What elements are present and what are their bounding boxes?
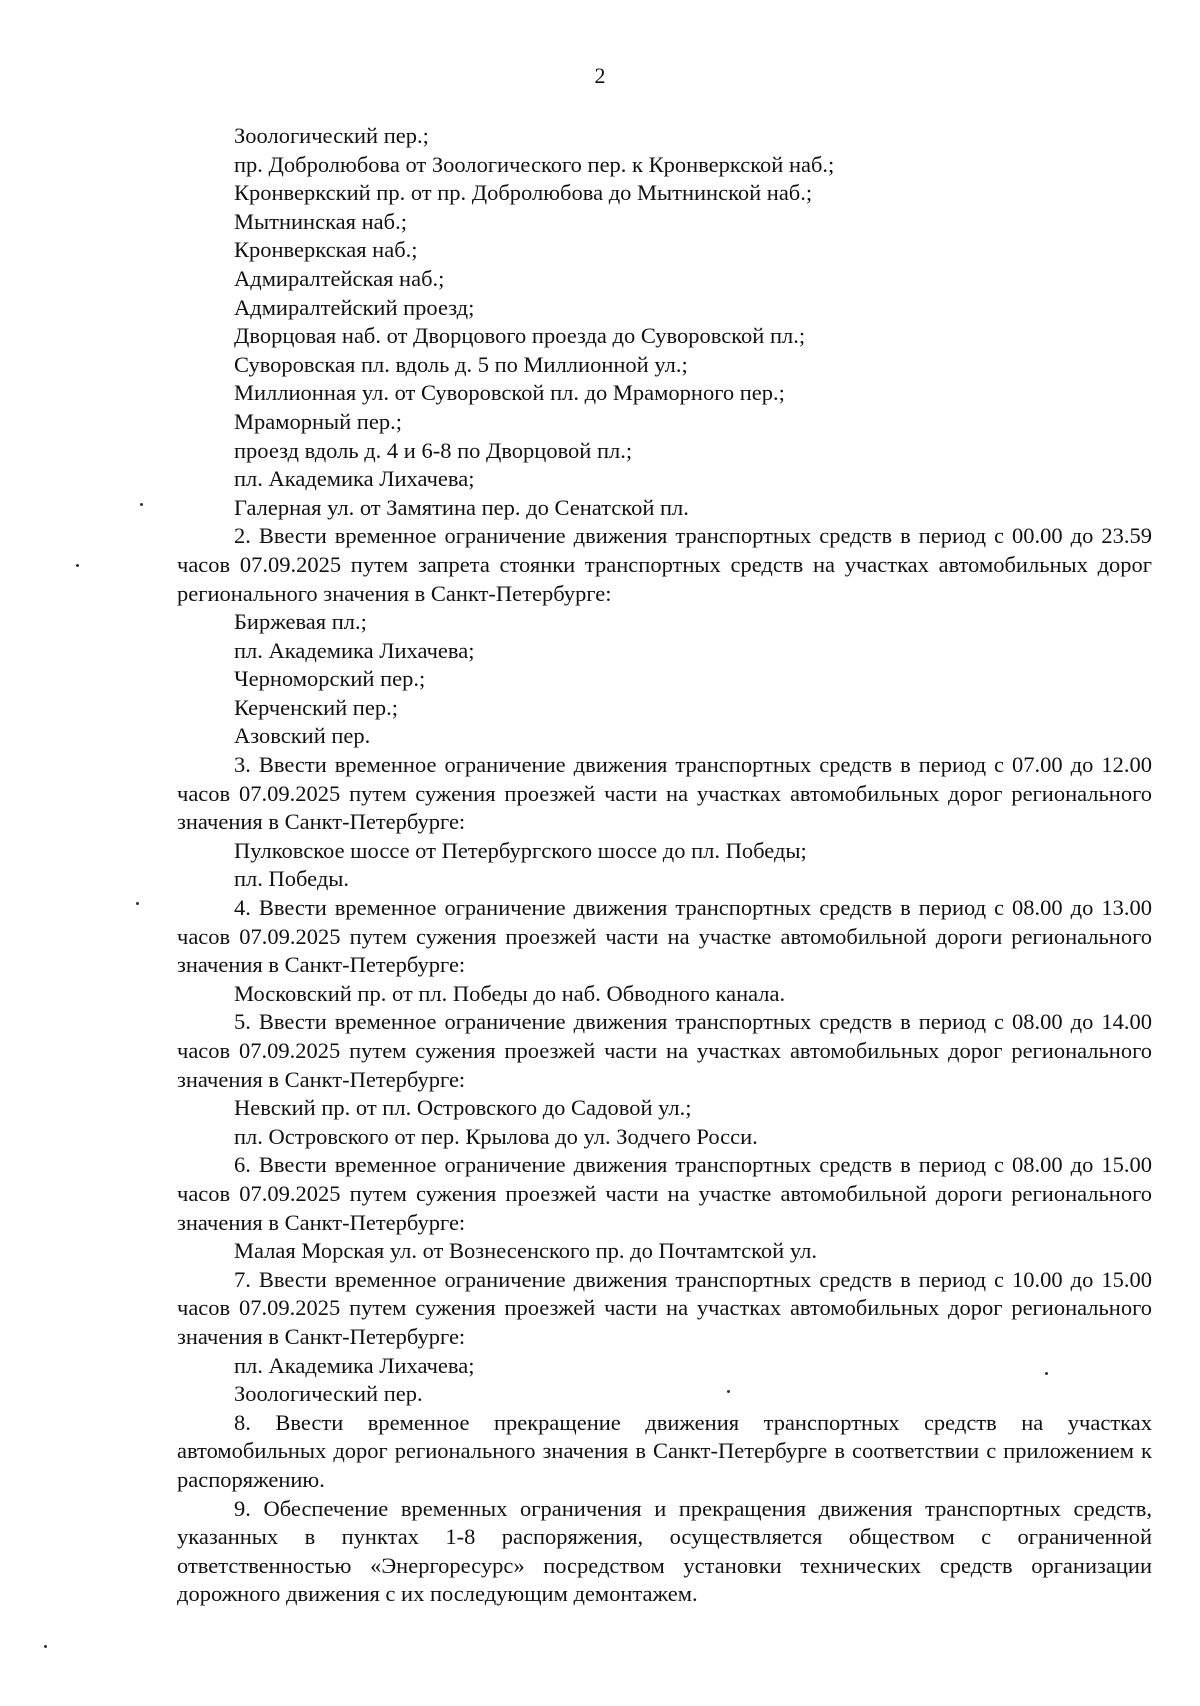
list-item: Мытнинская наб.; [234,208,407,234]
list-item: пл. Островского от пер. Крылова до ул. Зодчего Росси. [234,1123,758,1149]
list-item: пр. Добролюбова от Зоологического пер. к Кронверкской наб.; [234,151,835,177]
list-item: Кронверкский пр. от пр. Добролюбова до Мытнинской наб.; [234,180,813,206]
list-item: Биржевая пл.; [234,609,367,635]
street-list-7 [177,1352,1152,1409]
list-item: Суворовская пл. вдоль д. 5 по Миллионной ул.; [234,351,688,377]
paragraph-2: 2. Ввести временное ограничение движения транспортных средств в период с 00.00 до 23.59 часов 07.09.2025 путем запрета стоянки транспортных средств на участках автомобильных дорог регионального значения в Санкт-Петербурге: [177,523,1152,606]
list-item: Черноморский пер.; [234,666,426,692]
street-list-1 [177,122,1152,522]
scan-speck [76,564,79,567]
list-item: Дворцовая наб. от Дворцового проезда до Суворовской пл.; [234,323,806,349]
list-item: Невский пр. от пл. Островского до Садовой ул.; [234,1095,692,1121]
paragraph-7: 7. Ввести временное ограничение движения транспортных средств в период с 10.00 до 15.00 часов 07.09.2025 путем сужения проезжей части на участках автомобильных дорог регионального значения в Санкт-Петербурге: [177,1266,1152,1349]
scan-speck [44,1645,47,1648]
list-item: Зоологический пер.; [234,123,429,148]
street-list-5 [177,1094,1152,1151]
list-item: Мраморный пер.; [234,408,402,434]
paragraph-5: 5. Ввести временное ограничение движения транспортных средств в период с 08.00 до 14.00 часов 07.09.2025 путем сужения проезжей части на участках автомобильных дорог регионального значения в Санкт-Петербурге: [177,1009,1152,1092]
list-item: Адмиралтейская наб.; [234,265,445,291]
street-list-6 [177,1237,1152,1266]
street-list-3 [177,837,1152,894]
list-item: пл. Академика Лихачева; [234,637,475,663]
scan-speck [140,503,143,506]
list-item: пл. Академика Лихачева; [234,1352,475,1378]
list-item: Галерная ул. от Замятина пер. до Сенатской пл. [234,494,689,520]
list-item: Пулковское шоссе от Петербургского шоссе до пл. Победы; [234,837,807,863]
list-item: пл. Победы. [234,866,350,892]
list-item: Кронверкская наб.; [234,237,418,263]
paragraph-9: 9. Обеспечение временных ограничения и прекращения движения транспортных средств, указанных в пунктах 1-8 распоряжения, осуществляется обществом с ограниченной ответственностью «Энергоресурс» посредством установки технических средств организации дорожного движения с их последующим демонтажем. [177,1495,1152,1607]
list-item: Московский пр. от пл. Победы до наб. Обводного канала. [234,980,786,1006]
document-body [177,122,1152,1609]
list-item: Адмиралтейский проезд; [234,294,475,320]
list-item: Зоологический пер. [234,1381,423,1407]
list-item: пл. Академика Лихачева; [234,466,475,492]
paragraph-6: 6. Ввести временное ограничение движения транспортных средств в период с 08.00 до 15.00 часов 07.09.2025 путем сужения проезжей части на участке автомобильной дороги регионального значения в Санкт-Петербурге: [177,1152,1152,1235]
scan-speck [727,1390,730,1393]
street-list-4 [177,980,1152,1009]
list-item: Азовский пер. [234,723,371,749]
page-number: 2 [594,63,606,88]
paragraph-8: 8. Ввести временное прекращение движения транспортных средств на участках автомобильных дорог регионального значения в Санкт-Петербурге в соответствии с приложением к распоряжению. [177,1409,1152,1492]
list-item: Малая Морская ул. от Вознесенского пр. до Почтамтской ул. [234,1238,817,1264]
list-item: проезд вдоль д. 4 и 6-8 по Дворцовой пл.; [234,437,633,463]
list-item: Миллионная ул. от Суворовской пл. до Мраморного пер.; [234,380,785,406]
list-item: Керченский пер.; [234,694,398,720]
street-list-2 [177,608,1152,751]
scan-speck [1045,1372,1048,1375]
paragraph-3: 3. Ввести временное ограничение движения транспортных средств в период с 07.00 до 12.00 часов 07.09.2025 путем сужения проезжей части на участках автомобильных дорог регионального значения в Санкт-Петербурге: [177,752,1152,835]
paragraph-4: 4. Ввести временное ограничение движения транспортных средств в период с 08.00 до 13.00 часов 07.09.2025 путем сужения проезжей части на участке автомобильной дороги регионального значения в Санкт-Петербурге: [177,895,1152,978]
scan-speck [136,902,139,905]
